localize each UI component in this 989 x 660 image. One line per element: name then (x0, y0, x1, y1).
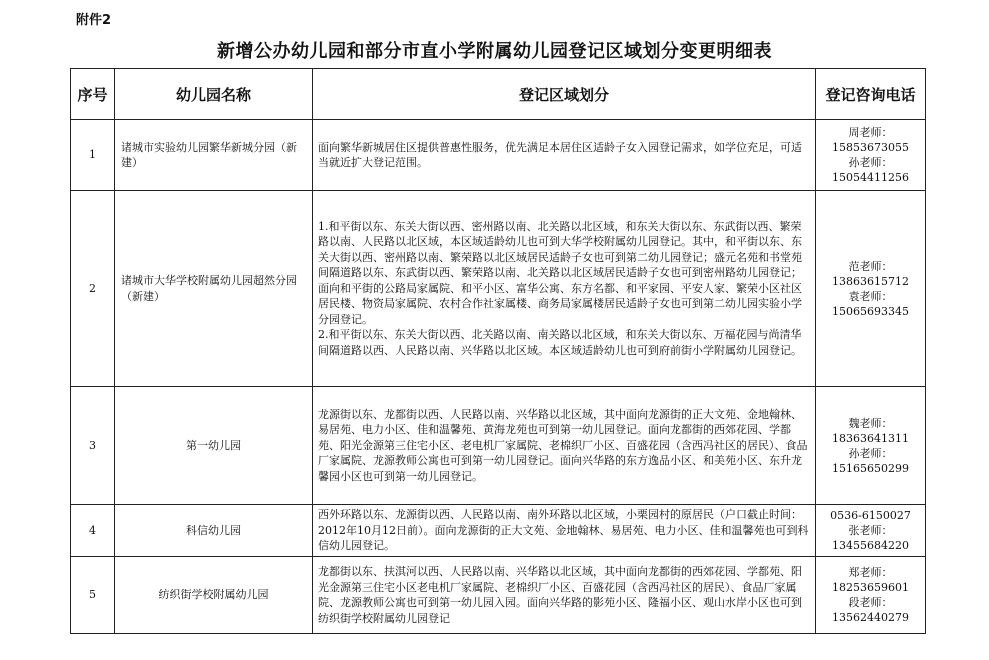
contact-number: 18253659601 (832, 581, 909, 594)
contact-number: 0536-6150027 (830, 509, 911, 522)
region-paragraph: 1.和平街以东、东关大街以西、密州路以南、北关路以北区域，和东关大街以东、东武街以西、繁荣路以南、人民路以北区域，本区域适龄幼儿也可到大华学校附属幼儿园登记。其中，和平街以东、东关大街以西、密州路以南、繁荣路以北区域居民适龄子女也可到第二幼儿园登记；盛元名苑和书堂苑间隔道路以东、东武街以西、繁荣路以南、北关路以北区域居民适龄子女也可到密州路幼儿园登记；面向和平街的公路局家属院、和平小区、富华公寓、东方名都、和平家园、平安人家、繁荣小区社区居民楼、物资局家属院、农村合作社家属楼、商务局家属楼居民适龄子女也可到第二幼儿园实验小学分园登记。 (318, 219, 802, 326)
region-paragraph: 龙都街以东、扶淇河以西、人民路以南、兴华路以北区域，其中面向龙都街的西郊花园、学都苑、阳光金源第三住宅小区老电机厂家属院、老棉织厂小区、百盛花园（含西冯社区的居民）、食品厂家属院、龙源教师公寓也可到第一幼儿园入园。面向兴华路的影苑小区、隆福小区、观山水岸小区也可到纺织街学校附属幼儿园登记 (318, 565, 802, 625)
contact-phone (816, 191, 926, 387)
row-index: 2 (71, 191, 115, 387)
row-index: 1 (71, 120, 115, 191)
region-paragraph: 面向繁华新城居住区提供普惠性服务，优先满足本居住区适龄子女入园登记需求，如学位充足，可适当就近扩大登记范围。 (318, 140, 802, 169)
kindergarten-name: 诸城市实验幼儿园繁华新城分园（新建） (115, 120, 313, 191)
header-index: 序号 (71, 69, 115, 120)
contact-teacher: 周老师： (848, 126, 893, 139)
contact-teacher: 魏老师： (848, 416, 893, 430)
contact-teacher: 孙老师： (848, 156, 893, 169)
contact-teacher: 袁老师： (848, 289, 893, 303)
contact-phone (816, 120, 926, 191)
contact-teacher: 张老师： (848, 524, 893, 537)
region-description (313, 120, 816, 191)
contact-number: 15065693345 (832, 304, 909, 318)
region-description (313, 387, 816, 505)
kindergarten-name: 第一幼儿园 (115, 387, 313, 505)
contact-teacher: 范老师： (848, 259, 893, 273)
table-row (71, 191, 926, 387)
contact-teacher: 郑老师： (848, 566, 893, 579)
row-index: 3 (71, 387, 115, 505)
table-row (71, 120, 926, 191)
header-phone: 登记咨询电话 (816, 69, 926, 120)
region-paragraph: 西外环路以东、龙源街以西、人民路以南、南外环路以北区域，小栗园村的原居民（户口截止时间：2012年10月12日前）。面向龙源街的正大文苑、金地翰林、易居苑、电力小区、佳和温馨苑也可到科信幼儿园登记。 (318, 508, 809, 553)
header-name: 幼儿园名称 (115, 69, 313, 120)
kindergarten-name: 诸城市大华学校附属幼儿园超然分园（新建） (115, 191, 313, 387)
contact-phone (816, 505, 926, 557)
contact-number: 13562440279 (832, 611, 909, 624)
contact-number: 15853673055 (832, 141, 909, 154)
region-description (313, 505, 816, 557)
header-region: 登记区域划分 (313, 69, 816, 120)
contact-number: 15054411256 (832, 171, 909, 184)
contact-number: 15165650299 (832, 461, 909, 475)
attachment-label: 附件2 (76, 13, 112, 28)
kindergarten-name: 纺织街学校附属幼儿园 (115, 557, 313, 634)
table-row (71, 557, 926, 634)
table-header-row (71, 69, 926, 120)
contact-number: 18363641311 (832, 431, 909, 445)
region-description (313, 191, 816, 387)
region-paragraph: 2.和平街以东、东关大街以西、北关路以南、南关路以北区域，和东关大街以东、万福花园与尚清华间隔道路以西、人民路以南、兴华路以北区域。本区域适龄幼儿也可到府前街小学附属幼儿园登记。 (318, 328, 802, 357)
contact-phone (816, 557, 926, 634)
table-row (71, 387, 926, 505)
contact-number: 13863615712 (832, 274, 909, 288)
registration-table (70, 68, 926, 634)
contact-teacher: 孙老师： (848, 446, 893, 460)
contact-number: 13455684220 (832, 539, 909, 552)
contact-phone (816, 387, 926, 505)
row-index: 4 (71, 505, 115, 557)
region-paragraph: 龙源街以东、龙都街以西、人民路以南、兴华路以北区域，其中面向龙源街的正大文苑、金地翰林、易居苑、电力小区、佳和温馨苑、黄海龙苑也可到第一幼儿园登记。面向龙都街的西郊花园、学都苑、阳光金源第三住宅小区、老电机厂家属院、老棉织厂小区、百盛花园（含西冯社区的居民）、食品厂家属院、龙源教师公寓也可到第一幼儿园登记。面向兴华路的东方逸品小区、和美苑小区、东升龙馨园小区也可到第一幼儿园登记。 (318, 407, 808, 483)
kindergarten-name: 科信幼儿园 (115, 505, 313, 557)
table-row (71, 505, 926, 557)
page-title: 新增公办幼儿园和部分市直小学附属幼儿园登记区域划分变更明细表 (217, 41, 772, 62)
region-description (313, 557, 816, 634)
row-index: 5 (71, 557, 115, 634)
contact-teacher: 段老师： (848, 596, 893, 609)
